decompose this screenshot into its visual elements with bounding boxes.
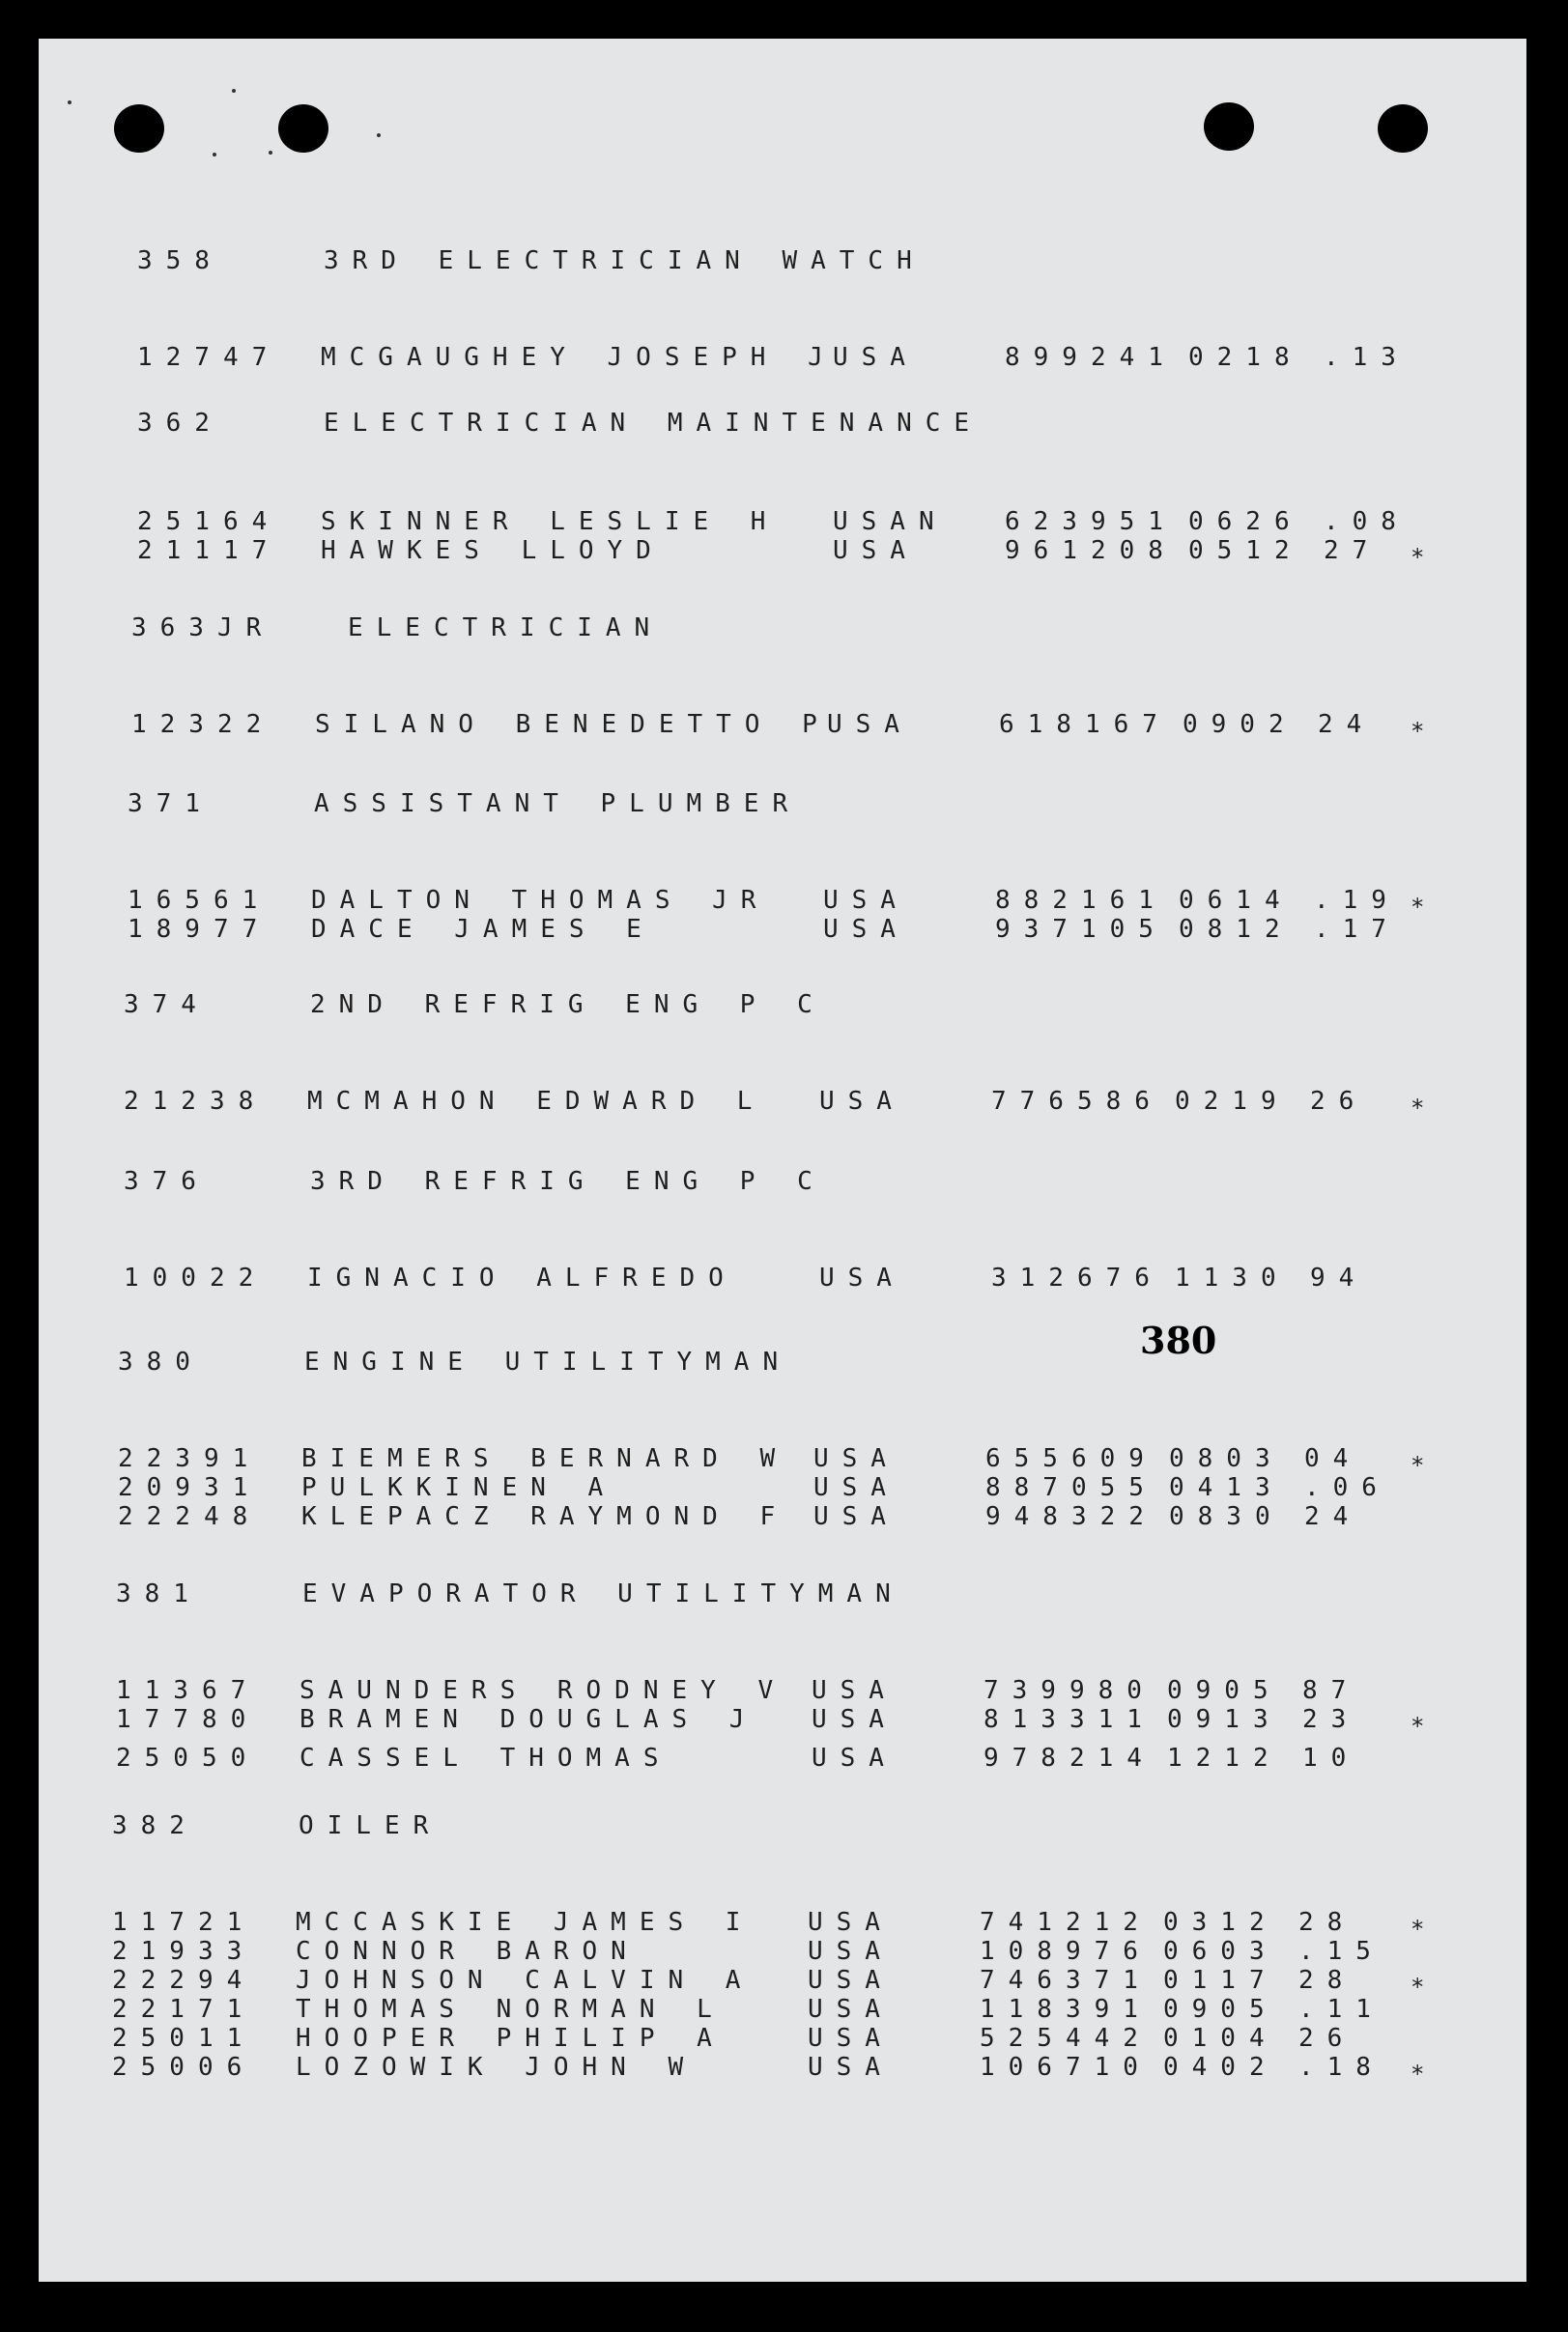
nationality: USA — [808, 2024, 894, 2053]
section-title: ELECTRICIAN — [348, 613, 664, 642]
value: .06 — [1304, 1473, 1390, 1502]
crew-number: 17780 — [116, 1705, 260, 1734]
section-title: OILER — [299, 1811, 442, 1840]
crew-name: KLEPACZ RAYMOND F — [301, 1502, 789, 1531]
value: 24 — [1318, 710, 1376, 739]
nationality: USAN — [833, 507, 948, 536]
section-header — [39, 1348, 1526, 1382]
section-header — [39, 613, 1526, 648]
value: 24 — [1304, 1502, 1362, 1531]
crew-number: 11367 — [116, 1676, 260, 1705]
section-code: 380 — [118, 1348, 204, 1377]
crew-name: DACE JAMES E — [311, 915, 655, 944]
section-header — [39, 1811, 1526, 1846]
value: 26 — [1298, 2024, 1356, 2053]
date-code: 0218 — [1188, 343, 1303, 372]
date-code: 1212 — [1167, 1744, 1282, 1773]
crew-number: 25006 — [112, 2053, 256, 2082]
crew-row — [39, 1087, 1526, 1122]
crew-name: BRAMEN DOUGLAS J — [299, 1705, 758, 1734]
crew-name: BIEMERS BERNARD W — [301, 1444, 789, 1473]
nationality: USA — [819, 1087, 905, 1116]
nationality: USA — [808, 2053, 894, 2082]
crew-id: 882161 — [995, 886, 1167, 915]
section-title: ASSISTANT PLUMBER — [314, 789, 802, 818]
crew-row — [39, 1744, 1526, 1778]
section-header — [39, 1579, 1526, 1614]
section-header — [39, 409, 1526, 443]
nationality: USA — [813, 1444, 899, 1473]
nationality: USA — [808, 1995, 894, 2024]
nationality: USA — [813, 1473, 899, 1502]
date-code: 0626 — [1188, 507, 1303, 536]
crew-id: 813311 — [984, 1705, 1155, 1734]
crew-id: 312676 — [991, 1264, 1163, 1293]
crew-name: CASSEL THOMAS — [299, 1744, 672, 1773]
date-code: 1130 — [1175, 1264, 1290, 1293]
crew-name: LOZOWIK JOHN W — [296, 2053, 698, 2082]
speck — [232, 89, 236, 93]
nationality: USA — [812, 1676, 898, 1705]
nationality: USA — [808, 1937, 894, 1966]
crew-number: 21933 — [112, 1937, 256, 1966]
section-header — [39, 1167, 1526, 1202]
crew-name: HAWKES LLOYD — [321, 536, 665, 565]
date-code: 0603 — [1163, 1937, 1278, 1966]
crew-number: 18977 — [128, 915, 271, 944]
date-code: 0902 — [1183, 710, 1297, 739]
crew-number: 22294 — [112, 1966, 256, 1995]
crew-id: 899241 — [1005, 343, 1177, 372]
punch-hole-1 — [114, 104, 164, 153]
crew-name: HOOPER PHILIP A — [296, 2024, 726, 2053]
nationality: USA — [823, 886, 909, 915]
crew-name: SKINNER LESLIE H — [321, 507, 780, 536]
asterisk-mark: * — [1411, 1713, 1425, 1740]
section-title: 3RD REFRIG ENG P C — [310, 1167, 826, 1196]
date-code: 0219 — [1175, 1087, 1290, 1116]
value: 28 — [1298, 1966, 1356, 1995]
section-code: 382 — [112, 1811, 198, 1840]
asterisk-mark: * — [1411, 544, 1425, 571]
punch-hole-3 — [1204, 102, 1254, 151]
crew-name: MCCASKIE JAMES I — [296, 1908, 755, 1937]
value: 04 — [1304, 1444, 1362, 1473]
crew-name: IGNACIO ALFREDO — [307, 1264, 737, 1293]
value: 28 — [1298, 1908, 1356, 1937]
crew-id: 525442 — [980, 2024, 1152, 2053]
crew-row — [39, 1705, 1526, 1740]
value: .17 — [1314, 915, 1400, 944]
asterisk-mark: * — [1411, 1095, 1425, 1122]
crew-name: JOHNSON CALVIN A — [296, 1966, 755, 1995]
crew-row — [39, 1502, 1526, 1537]
crew-id: 776586 — [991, 1087, 1163, 1116]
crew-number: 12322 — [131, 710, 275, 739]
crew-id: 118391 — [980, 1995, 1152, 2024]
section-title: ENGINE UTILITYMAN — [304, 1348, 792, 1377]
date-code: 0512 — [1188, 536, 1303, 565]
crew-id: 961208 — [1005, 536, 1177, 565]
asterisk-mark: * — [1411, 1916, 1425, 1943]
value: .18 — [1298, 2053, 1384, 2082]
nationality: USA — [812, 1744, 898, 1773]
crew-row — [39, 1264, 1526, 1298]
crew-number: 25050 — [116, 1744, 260, 1773]
date-code: 0830 — [1169, 1502, 1284, 1531]
date-code: 0803 — [1169, 1444, 1284, 1473]
crew-name: SILANO BENEDETTO P — [315, 710, 831, 739]
date-code: 0905 — [1163, 1995, 1278, 2024]
section-code: 362 — [137, 409, 223, 438]
section-title: EVAPORATOR UTILITYMAN — [302, 1579, 904, 1608]
date-code: 0812 — [1179, 915, 1294, 944]
date-code: 0614 — [1179, 886, 1294, 915]
section-header — [39, 990, 1526, 1025]
crew-id: 887055 — [985, 1473, 1157, 1502]
crew-number: 22391 — [118, 1444, 262, 1473]
crew-id: 655609 — [985, 1444, 1157, 1473]
section-header — [39, 789, 1526, 824]
crew-row — [39, 343, 1526, 378]
section-code: 358 — [137, 246, 223, 275]
crew-name: THOMAS NORMAN L — [296, 1995, 726, 2024]
date-code: 0402 — [1163, 2053, 1278, 2082]
nationality: USA — [808, 1908, 894, 1937]
crew-number: 11721 — [112, 1908, 256, 1937]
nationality: USA — [819, 1264, 905, 1293]
crew-number: 22248 — [118, 1502, 262, 1531]
section-code: 376 — [124, 1167, 210, 1196]
asterisk-mark: * — [1411, 2061, 1425, 2088]
section-code: 381 — [116, 1579, 202, 1608]
asterisk-mark: * — [1411, 894, 1425, 921]
value: 23 — [1302, 1705, 1360, 1734]
section-title: 3RD ELECTRICIAN WATCH — [324, 246, 926, 275]
date-code: 0905 — [1167, 1676, 1282, 1705]
section-title: ELECTRICIAN MAINTENANCE — [324, 409, 984, 438]
value: 10 — [1302, 1744, 1360, 1773]
crew-name: SAUNDERS RODNEY V — [299, 1676, 787, 1705]
speck — [269, 151, 272, 155]
crew-name: PULKKINEN A — [301, 1473, 617, 1502]
crew-id: 618167 — [999, 710, 1171, 739]
date-code: 0104 — [1163, 2024, 1278, 2053]
crew-number: 22171 — [112, 1995, 256, 2024]
section-code: 363JR — [131, 613, 275, 642]
asterisk-mark: * — [1411, 718, 1425, 745]
crew-number: 20931 — [118, 1473, 262, 1502]
asterisk-mark: * — [1411, 1974, 1425, 2001]
crew-number: 21117 — [137, 536, 281, 565]
value: .13 — [1324, 343, 1410, 372]
crew-row — [39, 536, 1526, 571]
punch-hole-2 — [278, 104, 328, 153]
nationality: USA — [827, 710, 913, 739]
asterisk-mark: * — [1411, 1452, 1425, 1479]
section-title: 2ND REFRIG ENG P C — [310, 990, 826, 1019]
speck — [68, 100, 71, 104]
date-code: 0913 — [1167, 1705, 1282, 1734]
crew-name: MCMAHON EDWARD L — [307, 1087, 766, 1116]
document-page — [39, 39, 1526, 2282]
nationality: USA — [812, 1705, 898, 1734]
value: .15 — [1298, 1937, 1384, 1966]
crew-id: 978214 — [984, 1744, 1155, 1773]
value: 27 — [1324, 536, 1382, 565]
date-code: 0413 — [1169, 1473, 1284, 1502]
value: .11 — [1298, 1995, 1384, 2024]
crew-id: 739980 — [984, 1676, 1155, 1705]
speck — [213, 153, 216, 156]
crew-row — [39, 915, 1526, 950]
value: .08 — [1324, 507, 1410, 536]
crew-id: 108976 — [980, 1937, 1152, 1966]
crew-id: 623951 — [1005, 507, 1177, 536]
crew-id: 937105 — [995, 915, 1167, 944]
crew-name: CONNOR BARON — [296, 1937, 640, 1966]
crew-row — [39, 2053, 1526, 2088]
handwritten-page-number: 380 — [1140, 1319, 1217, 1362]
speck — [377, 133, 381, 137]
crew-number: 25011 — [112, 2024, 256, 2053]
date-code: 0117 — [1163, 1966, 1278, 1995]
value: 26 — [1310, 1087, 1368, 1116]
section-header — [39, 246, 1526, 281]
value: 94 — [1310, 1264, 1368, 1293]
value: .19 — [1314, 886, 1400, 915]
crew-number: 21238 — [124, 1087, 268, 1116]
crew-row — [39, 710, 1526, 745]
crew-id: 746371 — [980, 1966, 1152, 1995]
crew-name: MCGAUGHEY JOSEPH J — [321, 343, 837, 372]
nationality: USA — [808, 1966, 894, 1995]
crew-number: 16561 — [128, 886, 271, 915]
crew-id: 948322 — [985, 1502, 1157, 1531]
date-code: 0312 — [1163, 1908, 1278, 1937]
crew-id: 741212 — [980, 1908, 1152, 1937]
crew-name: DALTON THOMAS JR — [311, 886, 770, 915]
nationality: USA — [813, 1502, 899, 1531]
crew-number: 25164 — [137, 507, 281, 536]
crew-number: 12747 — [137, 343, 281, 372]
nationality: USA — [823, 915, 909, 944]
punch-hole-4 — [1378, 104, 1428, 153]
crew-number: 10022 — [124, 1264, 268, 1293]
section-code: 374 — [124, 990, 210, 1019]
nationality: USA — [833, 343, 919, 372]
crew-id: 106710 — [980, 2053, 1152, 2082]
section-code: 371 — [128, 789, 214, 818]
nationality: USA — [833, 536, 919, 565]
value: 87 — [1302, 1676, 1360, 1705]
